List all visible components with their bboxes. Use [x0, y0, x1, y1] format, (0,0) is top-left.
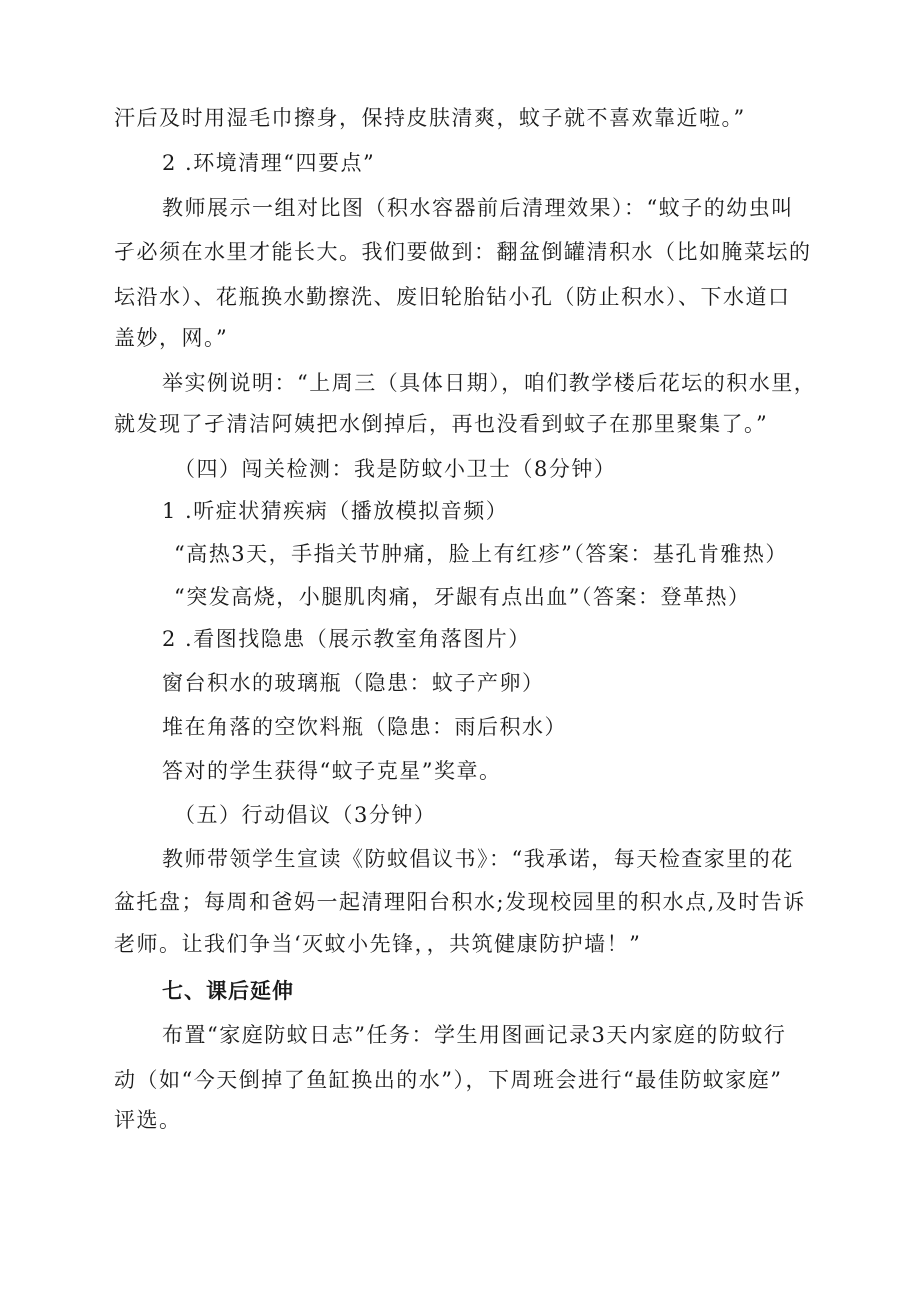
- hazard-item: 堆在角落的空饮料瓶（隐患：雨后积水）: [162, 715, 567, 739]
- subheading-environment: 2 .环境清理“四要点”: [162, 151, 376, 175]
- quiz-item: “突发高烧，小腿肌肉痛，牙龈有点出血”（答案：登革热）: [174, 585, 751, 609]
- paragraph-line: 布置“家庭防蚊日志”任务：学生用图画记录3天内家庭的防蚊行: [162, 1023, 787, 1047]
- paragraph-line: 坛沿水）、花瓶换水勤擦洗、废旧轮胎钻小孔（防止积水）、下水道口: [114, 285, 791, 309]
- subheading-quiz: （四）闯关检测：我是防蚊小卫士（8分钟）: [174, 457, 617, 481]
- paragraph-line: 动（如“今天倒掉了鱼缸换出的水”），下周班会进行“最佳防蚊家庭”: [114, 1068, 783, 1092]
- paragraph-line: 教师展示一组对比图（积水容器前后清理效果）：“蚊子的幼虫叫: [162, 196, 794, 220]
- section-heading: 七、课后延伸: [162, 979, 294, 1003]
- subheading-symptoms: 1 .听症状猜疾病（播放模拟音频）: [162, 499, 509, 523]
- paragraph-line: 孑必须在水里才能长大。我们要做到：翻盆倒罐清积水（比如腌菜坛的: [114, 240, 812, 264]
- paragraph-line: 就发现了孑清洁阿姨把水倒掉后，再也没看到蚊子在那里聚集了。”: [114, 412, 769, 436]
- paragraph-line: 答对的学生获得“蚊子克星”奖章。: [162, 759, 502, 783]
- subheading-action: （五）行动倡议（3分钟）: [174, 803, 437, 827]
- quiz-item: “高热3天，手指关节肿痛，脸上有红疹”（答案：基孔肯雅热）: [174, 542, 788, 566]
- paragraph-line: 举实例说明：“上周三（具体日期），咱们教学楼后花坛的积水里，: [162, 371, 817, 395]
- paragraph-line: 评选。: [114, 1108, 182, 1132]
- paragraph-line: 老师。让我们争当‘灭蚊小先锋，，共筑健康防护墙！”: [114, 932, 642, 956]
- paragraph-line: 盖妙，网。”: [114, 326, 229, 350]
- paragraph-line: 教师带领学生宣读《防蚊倡议书》：“我承诺，每天检查家里的花: [162, 847, 794, 871]
- paragraph-line: 盆托盘；每周和爸妈一起清理阳台积水;发现校园里的积水点,及时告诉: [114, 890, 806, 914]
- subheading-hazards: 2 .看图找隐患（展示教室角落图片）: [162, 627, 531, 651]
- hazard-item: 窗台积水的玻璃瓶（隐患：蚊子产卵）: [162, 671, 545, 695]
- paragraph-line: 汗后及时用湿毛巾擦身，保持皮肤清爽，蚊子就不喜欢靠近啦。”: [114, 106, 746, 130]
